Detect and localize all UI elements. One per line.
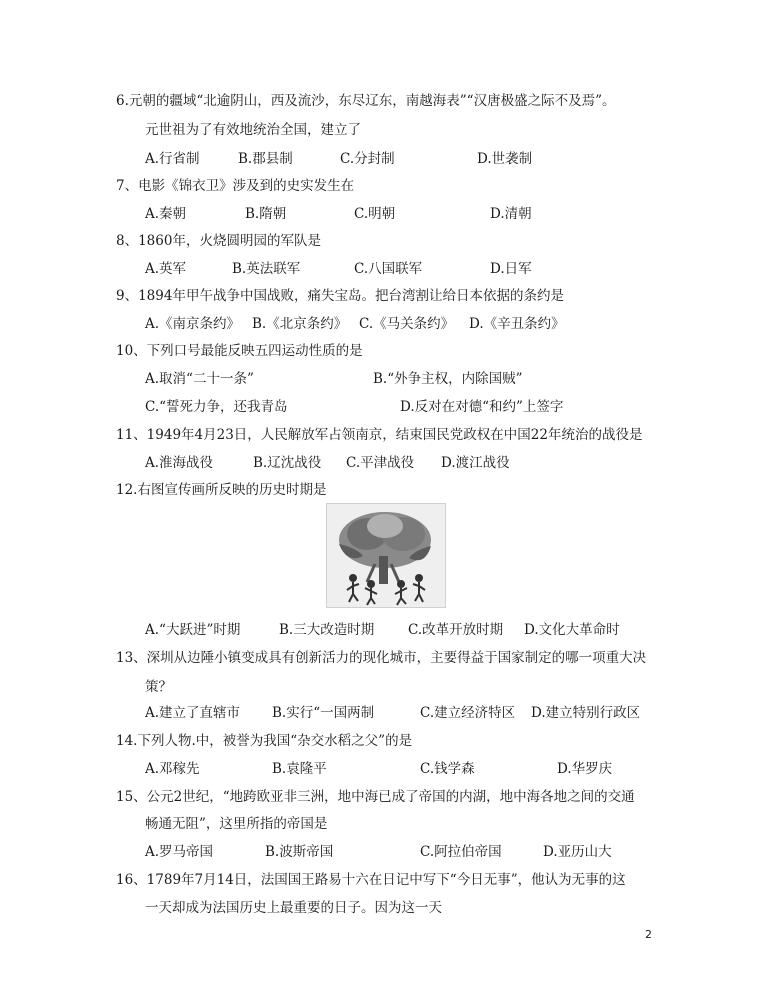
q7-option-d: D.清朝 [490,206,532,222]
q6-option-c: C.分封制 [340,151,395,167]
q10-option-a: A.取消“二十一条” [145,371,254,387]
q7-option-b: B.隋朝 [245,206,287,222]
q8-option-a: A.英军 [145,261,187,277]
q9-option-b: B.《北京条约》 [252,316,348,332]
question-8-stem: 8、1860年，火烧圆明园的军队是 [116,233,321,249]
q15-option-a: A.罗马帝国 [145,844,214,860]
q11-option-d: D.渡江战役 [441,455,510,471]
question-13-stem-cont: 策？ [145,679,172,695]
q11-option-a: A.淮海战役 [145,455,214,471]
q10-option-c: C.“誓死力争，还我青岛 [145,399,288,415]
q15-option-c: C.阿拉伯帝国 [420,844,502,860]
q7-option-c: C.明朝 [354,206,396,222]
q13-option-a: A.建立了直辖市 [145,705,241,721]
q12-option-a: A.“大跃进”时期 [145,622,241,638]
question-9-stem: 9、1894年甲午战争中国战败，痛失宝岛。把台湾割让给日本依据的条约是 [116,288,564,304]
tree-illustration [327,504,445,607]
question-6-stem-cont: 元世祖为了有效地统治全国，建立了 [145,122,361,138]
q14-option-d: D.华罗庆 [557,761,613,777]
question-16-stem-cont: 一天却成为法国历史上最重要的日子。因为这一天 [145,900,442,916]
q9-option-d: D.《辛丑条约》 [469,316,565,332]
question-15-stem: 15、公元2世纪，“地跨欧亚非三洲，地中海已成了帝国的内湖，地中海各地之间的交通 [116,789,635,805]
q7-option-a: A.秦朝 [145,206,187,222]
q9-option-c: C.《马关条约》 [359,316,455,332]
q6-option-d: D.世袭制 [477,151,533,167]
q11-option-b: B.辽沈战役 [253,455,322,471]
q12-option-c: C.改革开放时期 [408,622,504,638]
propaganda-poster-image [326,503,446,608]
question-14-stem: 14.下列人物.中，被誉为我国“杂交水稻之父”的是 [116,733,413,749]
q6-option-b: B.郡县制 [238,151,293,167]
q15-option-b: B.波斯帝国 [265,844,334,860]
question-15-stem-cont: 畅通无阻”，这里所指的帝国是 [145,816,328,832]
page-number: 2 [645,928,652,941]
q13-option-d: D.建立特别行政区 [531,705,641,721]
question-16-stem: 16、1789年7月14日，法国国王路易十六在日记中写下“今日无事”，他认为无事的这 [116,872,626,888]
question-6-stem: 6.元朝的疆域“北逾阴山，西及流沙，东尽辽东，南越海表”“汉唐极盛之际不及焉”。 [116,93,616,109]
q8-option-c: C.八国联军 [354,261,423,277]
q11-option-c: C.平津战役 [346,455,415,471]
q8-option-d: D.日军 [490,261,532,277]
q14-option-c: C.钱学森 [420,761,475,777]
q12-option-d: D.文化大革命时 [524,622,620,638]
q12-option-b: B.三大改造时期 [279,622,375,638]
question-11-stem: 11、1949年4月23日，人民解放军占领南京，结束国民党政权在中国22年统治的战役是 [116,427,643,443]
q10-option-d: D.反对在对德“和约”上签字 [400,399,564,415]
question-7-stem: 7、电影《锦衣卫》涉及到的史实发生在 [116,178,355,194]
q6-option-a: A.行省制 [145,151,200,167]
q10-option-b: B.“外争主权，内除国贼” [373,371,523,387]
q14-option-a: A.邓稼先 [145,761,200,777]
q8-option-b: B.英法联军 [232,261,301,277]
q15-option-d: D.亚历山大 [543,844,612,860]
q13-option-b: B.实行“一国两制 [272,705,375,721]
q14-option-b: B.袁隆平 [272,761,327,777]
question-12-stem: 12.右图宣传画所反映的历史时期是 [116,482,327,498]
q13-option-c: C.建立经济特区 [420,705,516,721]
question-13-stem: 13、深圳从边陲小镇变成具有创新活力的现化城市，主要得益于国家制定的哪一项重大决 [116,650,647,666]
q9-option-a: A.《南京条约》 [145,316,241,332]
question-10-stem: 10、下列口号最能反映五四运动性质的是 [116,343,363,359]
